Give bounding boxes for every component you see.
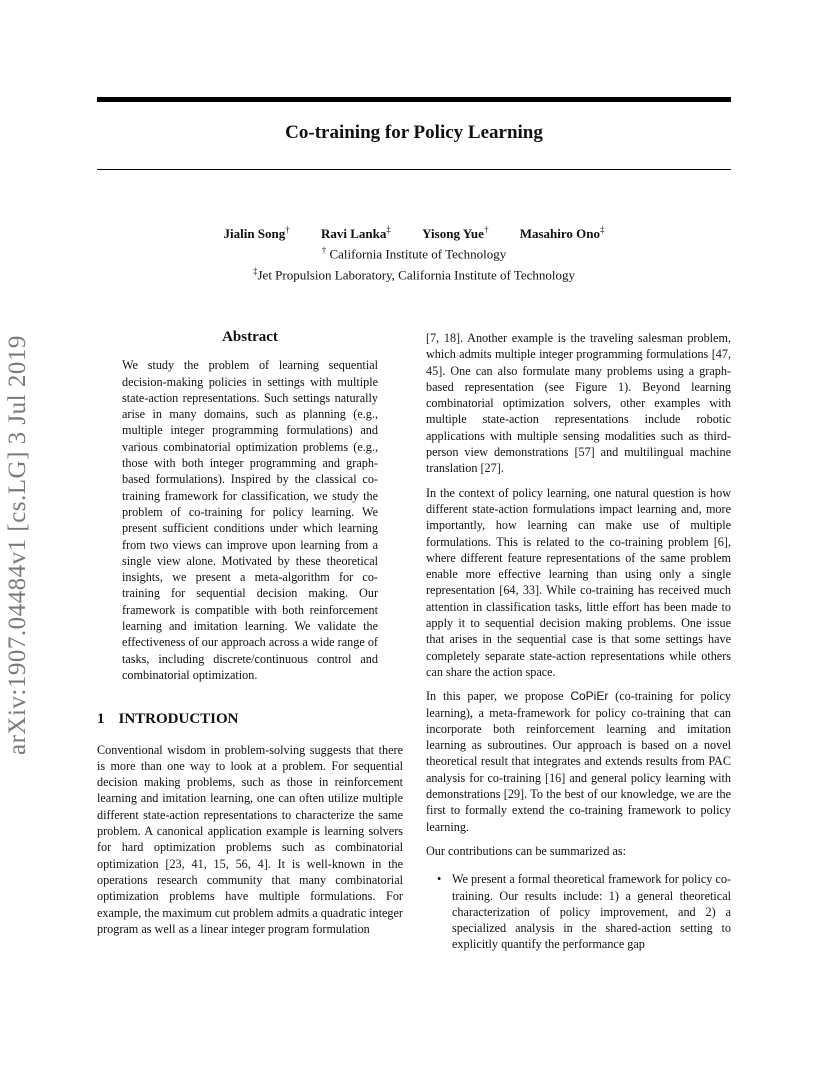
method-name: CoPiEr — [570, 689, 609, 704]
affiliation-jpl: ‡Jet Propulsion Laboratory, California Institute of Technology — [252, 265, 576, 282]
author-name: Yisong Yue† — [422, 225, 489, 242]
intro-paragraph-3: In this paper, we propose CoPiEr (co-training for policy learning), a meta-framework for policy co-training that can incorporate both reinforcement learning and imitation learning as subroutines. Our approach is based on a novel theoretical result that integrates and extends results from PAC analysis for co-training [16] and general policy learning with demonstrations [29]. To the best of our knowledge, we are the first to formally extend the co-training framework to policy learning. — [426, 689, 732, 834]
abstract-heading: Abstract — [222, 329, 278, 345]
citation-link[interactable]: [29] — [503, 787, 525, 802]
citation-link[interactable]: [7, 18] — [426, 331, 461, 345]
title-rule-bottom — [97, 169, 731, 170]
citation-link[interactable]: [47, 45] — [426, 347, 731, 378]
citation-link[interactable]: [6] — [713, 534, 728, 549]
title-rule-top — [97, 97, 731, 102]
citation-link[interactable]: [27] — [480, 461, 501, 476]
citation-link[interactable]: [23, 41, 15, 56, 4] — [165, 856, 268, 871]
bullet-icon: • — [437, 872, 442, 887]
citation-link[interactable]: [57] — [574, 445, 595, 460]
contribution-list-item — [426, 871, 731, 952]
intro-paragraph-1: Conventional wisdom in problem-solving suggests that there is more than one way to look at a problem. For sequential decision making problems, such as those in reinforcement learning and imitation learning, one can often utilize multiple different state-action representations to characterize the same problem. A canonical application example is learning solvers for hard optimization problems such as combinatorial optimization [23, 41, 15, 56, 4]. It is well-known in the operations research community that many combinatorial optimization problems have multiple formulations. For example, the maximum cut problem admits a quadratic integer program as well as a linear integer program formulation — [97, 742, 403, 936]
author-name: Jialin Song† — [223, 225, 290, 242]
affiliation-caltech: † California Institute of Technology — [321, 245, 507, 262]
author-name: Masahiro Ono‡ — [519, 225, 605, 242]
abstract-text: We study the problem of learning sequential decision-making policies in settings with multiple state-action representations. Such settings naturally arise in many domains, such as planning (e.g., multiple integer programming formulations) and various combinatorial optimization problems (e.g., those with both integer programming and graph-based formulations). Inspired by the classical co-training framework for classification, we study the problem of co-training for policy learning. We present sufficient conditions under which learning from two views can improve upon learning from a single view alone. Motivated by these theoretical insights, we present a meta-algorithm for co-training for sequential decision making. Our framework is compatible with both reinforcement learning and imitation learning. We validate the effectiveness of our approach across a wide range of tasks, including discrete/continuous control and combinatorial optimization. — [122, 358, 378, 682]
intro-paragraph-2: In the context of policy learning, one natural question is how different state-action formulations impact learning and, more importantly, how learning can make use of multiple formulations. This is related to the co-training problem [6], where different feature representations of the same problem enable more effective learning than using only a single representation [64, 33]. While co-training has received much attention in classification tasks, little effort has been made to apply it to sequential decision making problems. One issue that arises in the sequential case is that some settings have completely separate state-action representations while others can share the action space. — [426, 485, 731, 679]
citation-link[interactable]: [16] — [545, 770, 566, 785]
author-block — [97, 225, 731, 283]
author-name: Ravi Lanka‡ — [321, 225, 391, 242]
right-column — [426, 330, 731, 953]
citation-link[interactable]: [64, 33] — [499, 583, 540, 598]
arxiv-identifier: arXiv:1907.04484v1 [cs.LG] 3 Jul 2019 — [4, 335, 31, 755]
intro-paragraph-4: Our contributions can be summarized as: — [426, 843, 627, 858]
section-heading-introduction: 1 INTRODUCTION — [97, 711, 239, 728]
paper-title: Co-training for Policy Learning — [285, 122, 543, 143]
contribution-text: We present a formal theoretical framework for policy co-training. Our results include: 1) a general theoretical characterization of policy improvement, and 2) a specialized analysis in the shared-action setting to explicitly quantify the performance gap — [452, 872, 731, 952]
author-list — [97, 225, 731, 242]
figure-reference-link[interactable]: 1 — [618, 379, 625, 394]
left-column — [97, 329, 403, 937]
intro-paragraph-1-cont: [7, 18]. Another example is the traveling salesman problem, which admits multiple integer programming formulations [47, 45]. One can also formulate many problems using a graph-based representation (see Figure 1). Beyond learning combinatorial optimization solvers, other examples with multiple state-action representations include robotic applications with multiple sensing modalities such as third-person view demonstrations [57] and multilingual machine translation [27]. — [426, 331, 731, 476]
